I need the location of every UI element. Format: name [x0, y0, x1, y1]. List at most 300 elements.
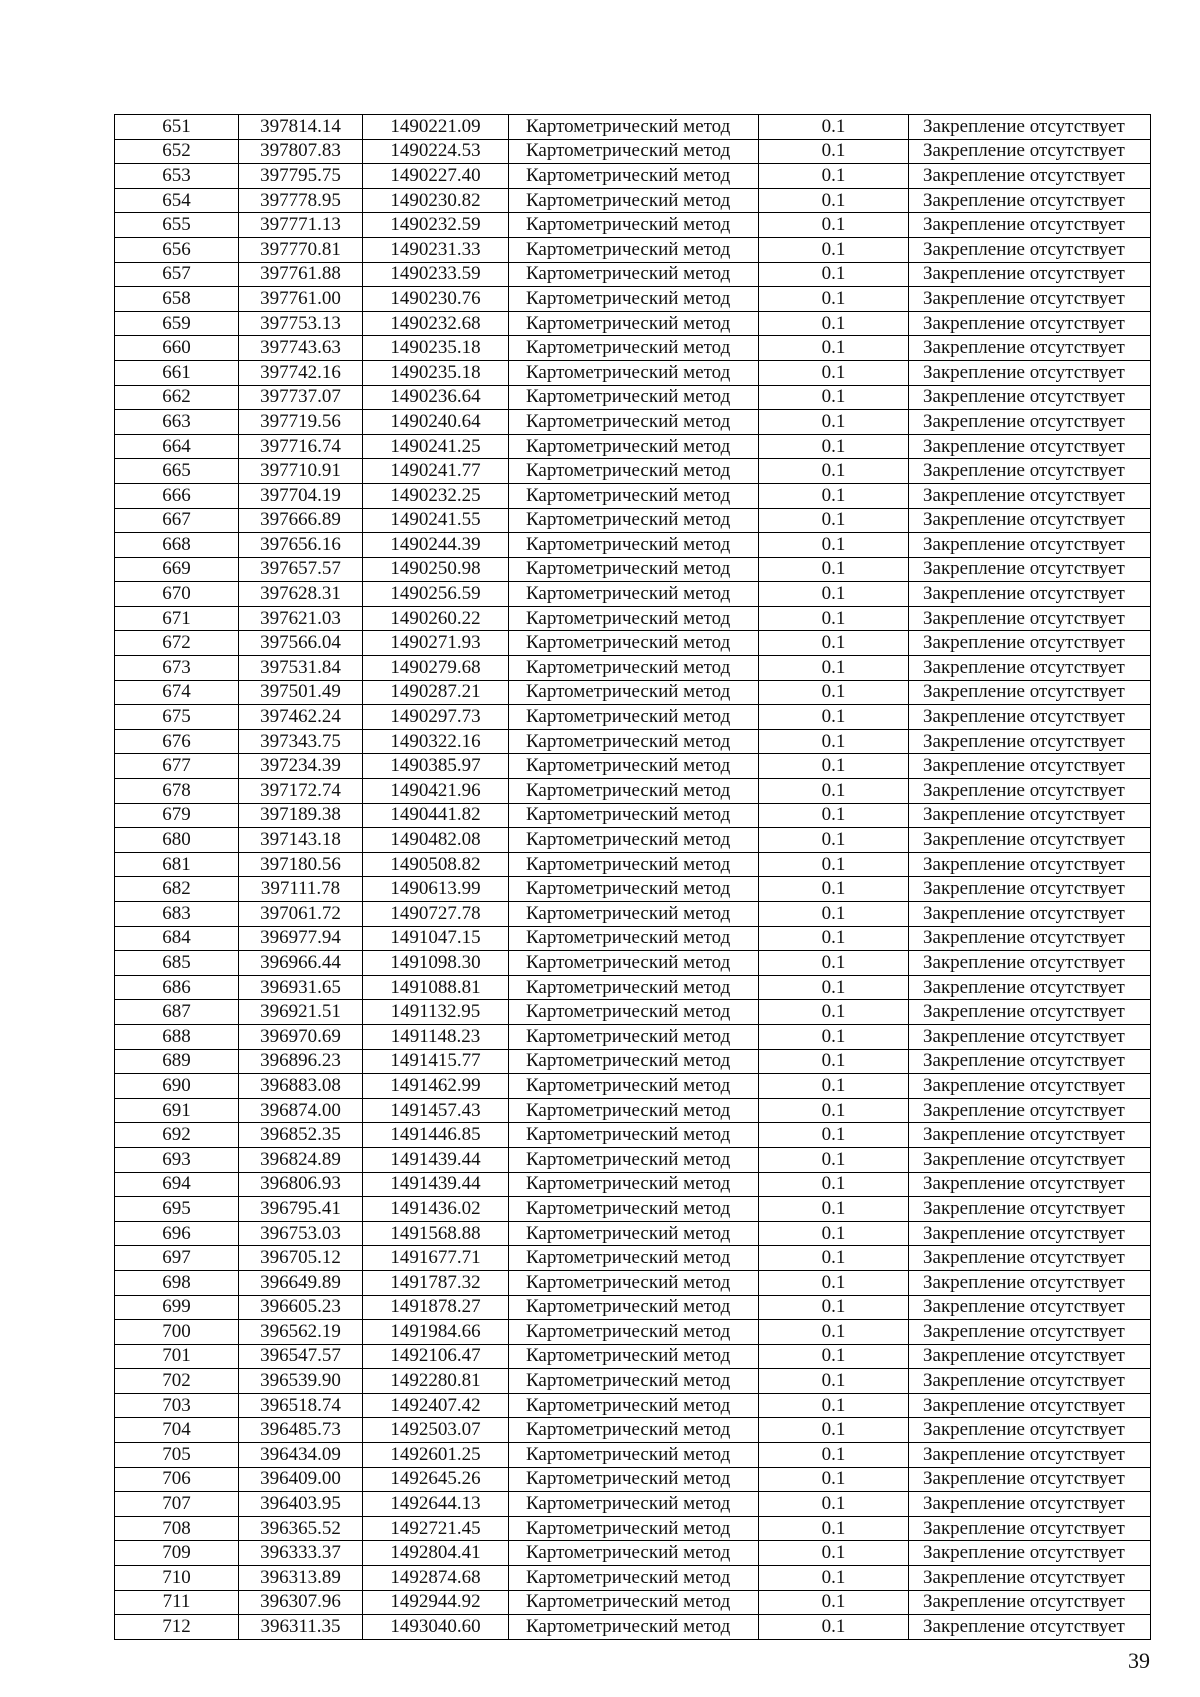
accuracy-cell: 0.1: [759, 1024, 909, 1049]
point-number-cell: 678: [115, 779, 239, 804]
y-coordinate-cell: 1490508.82: [363, 852, 509, 877]
x-coordinate-cell: 397666.89: [239, 508, 363, 533]
y-coordinate-cell: 1491462.99: [363, 1074, 509, 1099]
x-coordinate-cell: 396333.37: [239, 1541, 363, 1566]
table-row: [115, 1492, 1151, 1517]
method-cell: Картометрический метод: [509, 410, 759, 435]
fixing-description-cell: Закрепление отсутствует: [909, 656, 1151, 681]
point-number-cell: 697: [115, 1246, 239, 1271]
point-number-cell: 686: [115, 975, 239, 1000]
point-number-cell: 653: [115, 164, 239, 189]
table-row: [115, 656, 1151, 681]
fixing-description-cell: Закрепление отсутствует: [909, 1024, 1151, 1049]
y-coordinate-cell: 1492644.13: [363, 1492, 509, 1517]
table-row: [115, 1074, 1151, 1099]
point-number-cell: 689: [115, 1049, 239, 1074]
point-number-cell: 673: [115, 656, 239, 681]
x-coordinate-cell: 396605.23: [239, 1295, 363, 1320]
x-coordinate-cell: 396562.19: [239, 1320, 363, 1345]
table-row: [115, 385, 1151, 410]
y-coordinate-cell: 1490250.98: [363, 557, 509, 582]
y-coordinate-cell: 1490240.64: [363, 410, 509, 435]
accuracy-cell: 0.1: [759, 1467, 909, 1492]
point-number-cell: 682: [115, 877, 239, 902]
table-row: [115, 434, 1151, 459]
fixing-description-cell: Закрепление отсутствует: [909, 852, 1151, 877]
method-cell: Картометрический метод: [509, 1467, 759, 1492]
method-cell: Картометрический метод: [509, 287, 759, 312]
table-row: [115, 287, 1151, 312]
fixing-description-cell: Закрепление отсутствует: [909, 606, 1151, 631]
x-coordinate-cell: 397621.03: [239, 606, 363, 631]
accuracy-cell: 0.1: [759, 729, 909, 754]
point-number-cell: 680: [115, 828, 239, 853]
table-row: [115, 311, 1151, 336]
table-row: [115, 951, 1151, 976]
table-row: [115, 336, 1151, 361]
table-row: [115, 557, 1151, 582]
method-cell: Картометрический метод: [509, 1418, 759, 1443]
y-coordinate-cell: 1491436.02: [363, 1197, 509, 1222]
accuracy-cell: 0.1: [759, 164, 909, 189]
x-coordinate-cell: 397814.14: [239, 115, 363, 140]
fixing-description-cell: Закрепление отсутствует: [909, 1492, 1151, 1517]
y-coordinate-cell: 1490271.93: [363, 631, 509, 656]
y-coordinate-cell: 1491132.95: [363, 1000, 509, 1025]
table-row: [115, 1049, 1151, 1074]
y-coordinate-cell: 1490236.64: [363, 385, 509, 410]
fixing-description-cell: Закрепление отсутствует: [909, 1000, 1151, 1025]
table-row: [115, 631, 1151, 656]
fixing-description-cell: Закрепление отсутствует: [909, 1566, 1151, 1591]
accuracy-cell: 0.1: [759, 557, 909, 582]
fixing-description-cell: Закрепление отсутствует: [909, 1049, 1151, 1074]
accuracy-cell: 0.1: [759, 754, 909, 779]
point-number-cell: 683: [115, 902, 239, 927]
x-coordinate-cell: 396518.74: [239, 1393, 363, 1418]
fixing-description-cell: Закрепление отсутствует: [909, 213, 1151, 238]
point-number-cell: 708: [115, 1516, 239, 1541]
x-coordinate-cell: 397234.39: [239, 754, 363, 779]
y-coordinate-cell: 1490260.22: [363, 606, 509, 631]
x-coordinate-cell: 397716.74: [239, 434, 363, 459]
table-row: [115, 1147, 1151, 1172]
table-row: [115, 852, 1151, 877]
point-number-cell: 696: [115, 1221, 239, 1246]
x-coordinate-cell: 397628.31: [239, 582, 363, 607]
point-number-cell: 664: [115, 434, 239, 459]
table-row: [115, 237, 1151, 262]
point-number-cell: 660: [115, 336, 239, 361]
method-cell: Картометрический метод: [509, 803, 759, 828]
fixing-description-cell: Закрепление отсутствует: [909, 459, 1151, 484]
method-cell: Картометрический метод: [509, 360, 759, 385]
accuracy-cell: 0.1: [759, 360, 909, 385]
point-number-cell: 685: [115, 951, 239, 976]
accuracy-cell: 0.1: [759, 1344, 909, 1369]
table-row: [115, 1246, 1151, 1271]
accuracy-cell: 0.1: [759, 1369, 909, 1394]
y-coordinate-cell: 1490279.68: [363, 656, 509, 681]
fixing-description-cell: Закрепление отсутствует: [909, 164, 1151, 189]
x-coordinate-cell: 397566.04: [239, 631, 363, 656]
y-coordinate-cell: 1490227.40: [363, 164, 509, 189]
y-coordinate-cell: 1491568.88: [363, 1221, 509, 1246]
table-row: [115, 1024, 1151, 1049]
x-coordinate-cell: 396921.51: [239, 1000, 363, 1025]
accuracy-cell: 0.1: [759, 779, 909, 804]
point-number-cell: 667: [115, 508, 239, 533]
table-row: [115, 1172, 1151, 1197]
accuracy-cell: 0.1: [759, 459, 909, 484]
x-coordinate-cell: 397795.75: [239, 164, 363, 189]
table-row: [115, 803, 1151, 828]
y-coordinate-cell: 1492721.45: [363, 1516, 509, 1541]
y-coordinate-cell: 1492407.42: [363, 1393, 509, 1418]
accuracy-cell: 0.1: [759, 1123, 909, 1148]
table-row: [115, 188, 1151, 213]
method-cell: Картометрический метод: [509, 483, 759, 508]
x-coordinate-cell: 396485.73: [239, 1418, 363, 1443]
accuracy-cell: 0.1: [759, 582, 909, 607]
y-coordinate-cell: 1490241.55: [363, 508, 509, 533]
fixing-description-cell: Закрепление отсутствует: [909, 729, 1151, 754]
accuracy-cell: 0.1: [759, 926, 909, 951]
fixing-description-cell: Закрепление отсутствует: [909, 1344, 1151, 1369]
method-cell: Картометрический метод: [509, 188, 759, 213]
point-number-cell: 651: [115, 115, 239, 140]
point-number-cell: 700: [115, 1320, 239, 1345]
x-coordinate-cell: 396365.52: [239, 1516, 363, 1541]
y-coordinate-cell: 1490482.08: [363, 828, 509, 853]
table-row: [115, 262, 1151, 287]
accuracy-cell: 0.1: [759, 1615, 909, 1640]
point-number-cell: 677: [115, 754, 239, 779]
table-row: [115, 1418, 1151, 1443]
table-row: [115, 828, 1151, 853]
method-cell: Картометрический метод: [509, 1492, 759, 1517]
table-row: [115, 705, 1151, 730]
x-coordinate-cell: 396970.69: [239, 1024, 363, 1049]
y-coordinate-cell: 1490727.78: [363, 902, 509, 927]
accuracy-cell: 0.1: [759, 1418, 909, 1443]
table-row: [115, 1270, 1151, 1295]
x-coordinate-cell: 397462.24: [239, 705, 363, 730]
x-coordinate-cell: 397710.91: [239, 459, 363, 484]
accuracy-cell: 0.1: [759, 852, 909, 877]
fixing-description-cell: Закрепление отсутствует: [909, 1443, 1151, 1468]
y-coordinate-cell: 1491415.77: [363, 1049, 509, 1074]
point-number-cell: 711: [115, 1590, 239, 1615]
fixing-description-cell: Закрепление отсутствует: [909, 828, 1151, 853]
y-coordinate-cell: 1490241.77: [363, 459, 509, 484]
fixing-description-cell: Закрепление отсутствует: [909, 779, 1151, 804]
table-row: [115, 459, 1151, 484]
method-cell: Картометрический метод: [509, 1246, 759, 1271]
method-cell: Картометрический метод: [509, 1566, 759, 1591]
method-cell: Картометрический метод: [509, 311, 759, 336]
fixing-description-cell: Закрепление отсутствует: [909, 1541, 1151, 1566]
point-number-cell: 710: [115, 1566, 239, 1591]
y-coordinate-cell: 1490224.53: [363, 139, 509, 164]
fixing-description-cell: Закрепление отсутствует: [909, 1246, 1151, 1271]
y-coordinate-cell: 1491984.66: [363, 1320, 509, 1345]
x-coordinate-cell: 396705.12: [239, 1246, 363, 1271]
x-coordinate-cell: 397761.00: [239, 287, 363, 312]
accuracy-cell: 0.1: [759, 1393, 909, 1418]
method-cell: Картометрический метод: [509, 1541, 759, 1566]
x-coordinate-cell: 397807.83: [239, 139, 363, 164]
x-coordinate-cell: 396403.95: [239, 1492, 363, 1517]
y-coordinate-cell: 1491439.44: [363, 1172, 509, 1197]
point-number-cell: 666: [115, 483, 239, 508]
y-coordinate-cell: 1490244.39: [363, 533, 509, 558]
fixing-description-cell: Закрепление отсутствует: [909, 902, 1151, 927]
y-coordinate-cell: 1490441.82: [363, 803, 509, 828]
fixing-description-cell: Закрепление отсутствует: [909, 483, 1151, 508]
method-cell: Картометрический метод: [509, 434, 759, 459]
x-coordinate-cell: 397343.75: [239, 729, 363, 754]
fixing-description-cell: Закрепление отсутствует: [909, 975, 1151, 1000]
table-row: [115, 1615, 1151, 1640]
fixing-description-cell: Закрепление отсутствует: [909, 1590, 1151, 1615]
table-row: [115, 1443, 1151, 1468]
accuracy-cell: 0.1: [759, 483, 909, 508]
table-row: [115, 1221, 1151, 1246]
y-coordinate-cell: 1490613.99: [363, 877, 509, 902]
table-row: [115, 1467, 1151, 1492]
table-row: [115, 483, 1151, 508]
y-coordinate-cell: 1490385.97: [363, 754, 509, 779]
fixing-description-cell: Закрепление отсутствует: [909, 680, 1151, 705]
point-number-cell: 655: [115, 213, 239, 238]
point-number-cell: 672: [115, 631, 239, 656]
x-coordinate-cell: 397719.56: [239, 410, 363, 435]
point-number-cell: 671: [115, 606, 239, 631]
table-row: [115, 902, 1151, 927]
accuracy-cell: 0.1: [759, 287, 909, 312]
accuracy-cell: 0.1: [759, 1147, 909, 1172]
fixing-description-cell: Закрепление отсутствует: [909, 951, 1151, 976]
x-coordinate-cell: 396539.90: [239, 1369, 363, 1394]
method-cell: Картометрический метод: [509, 705, 759, 730]
y-coordinate-cell: 1490230.76: [363, 287, 509, 312]
point-number-cell: 693: [115, 1147, 239, 1172]
y-coordinate-cell: 1491457.43: [363, 1098, 509, 1123]
method-cell: Картометрический метод: [509, 459, 759, 484]
point-number-cell: 688: [115, 1024, 239, 1049]
fixing-description-cell: Закрепление отсутствует: [909, 1516, 1151, 1541]
accuracy-cell: 0.1: [759, 1197, 909, 1222]
fixing-description-cell: Закрепление отсутствует: [909, 1320, 1151, 1345]
table-row: [115, 115, 1151, 140]
point-number-cell: 681: [115, 852, 239, 877]
method-cell: Картометрический метод: [509, 1221, 759, 1246]
y-coordinate-cell: 1490232.68: [363, 311, 509, 336]
y-coordinate-cell: 1490322.16: [363, 729, 509, 754]
table-row: [115, 975, 1151, 1000]
table-row: [115, 1566, 1151, 1591]
method-cell: Картометрический метод: [509, 680, 759, 705]
fixing-description-cell: Закрепление отсутствует: [909, 1393, 1151, 1418]
x-coordinate-cell: 397111.78: [239, 877, 363, 902]
x-coordinate-cell: 397753.13: [239, 311, 363, 336]
x-coordinate-cell: 397061.72: [239, 902, 363, 927]
accuracy-cell: 0.1: [759, 336, 909, 361]
point-number-cell: 661: [115, 360, 239, 385]
accuracy-cell: 0.1: [759, 951, 909, 976]
fixing-description-cell: Закрепление отсутствует: [909, 754, 1151, 779]
accuracy-cell: 0.1: [759, 1320, 909, 1345]
point-number-cell: 670: [115, 582, 239, 607]
accuracy-cell: 0.1: [759, 508, 909, 533]
x-coordinate-cell: 397143.18: [239, 828, 363, 853]
y-coordinate-cell: 1490421.96: [363, 779, 509, 804]
y-coordinate-cell: 1491088.81: [363, 975, 509, 1000]
accuracy-cell: 0.1: [759, 533, 909, 558]
accuracy-cell: 0.1: [759, 385, 909, 410]
method-cell: Картометрический метод: [509, 1000, 759, 1025]
y-coordinate-cell: 1491148.23: [363, 1024, 509, 1049]
y-coordinate-cell: 1492280.81: [363, 1369, 509, 1394]
x-coordinate-cell: 396307.96: [239, 1590, 363, 1615]
fixing-description-cell: Закрепление отсутствует: [909, 434, 1151, 459]
accuracy-cell: 0.1: [759, 828, 909, 853]
method-cell: Картометрический метод: [509, 754, 759, 779]
fixing-description-cell: Закрепление отсутствует: [909, 385, 1151, 410]
point-number-cell: 707: [115, 1492, 239, 1517]
accuracy-cell: 0.1: [759, 877, 909, 902]
accuracy-cell: 0.1: [759, 606, 909, 631]
y-coordinate-cell: 1492944.92: [363, 1590, 509, 1615]
x-coordinate-cell: 397657.57: [239, 557, 363, 582]
table-row: [115, 213, 1151, 238]
point-number-cell: 705: [115, 1443, 239, 1468]
point-number-cell: 669: [115, 557, 239, 582]
table-row: [115, 1516, 1151, 1541]
accuracy-cell: 0.1: [759, 680, 909, 705]
point-number-cell: 668: [115, 533, 239, 558]
accuracy-cell: 0.1: [759, 1590, 909, 1615]
y-coordinate-cell: 1490233.59: [363, 262, 509, 287]
table-row: [115, 410, 1151, 435]
fixing-description-cell: Закрепление отсутствует: [909, 1172, 1151, 1197]
accuracy-cell: 0.1: [759, 1443, 909, 1468]
point-number-cell: 698: [115, 1270, 239, 1295]
accuracy-cell: 0.1: [759, 139, 909, 164]
fixing-description-cell: Закрепление отсутствует: [909, 115, 1151, 140]
method-cell: Картометрический метод: [509, 385, 759, 410]
fixing-description-cell: Закрепление отсутствует: [909, 1197, 1151, 1222]
x-coordinate-cell: 397531.84: [239, 656, 363, 681]
method-cell: Картометрический метод: [509, 951, 759, 976]
x-coordinate-cell: 396547.57: [239, 1344, 363, 1369]
y-coordinate-cell: 1491878.27: [363, 1295, 509, 1320]
point-number-cell: 684: [115, 926, 239, 951]
fixing-description-cell: Закрепление отсутствует: [909, 1615, 1151, 1640]
fixing-description-cell: Закрепление отсутствует: [909, 926, 1151, 951]
x-coordinate-cell: 396883.08: [239, 1074, 363, 1099]
table-row: [115, 779, 1151, 804]
x-coordinate-cell: 396896.23: [239, 1049, 363, 1074]
point-number-cell: 695: [115, 1197, 239, 1222]
y-coordinate-cell: 1490232.25: [363, 483, 509, 508]
y-coordinate-cell: 1490230.82: [363, 188, 509, 213]
x-coordinate-cell: 397778.95: [239, 188, 363, 213]
method-cell: Картометрический метод: [509, 1369, 759, 1394]
method-cell: Картометрический метод: [509, 336, 759, 361]
x-coordinate-cell: 397180.56: [239, 852, 363, 877]
accuracy-cell: 0.1: [759, 803, 909, 828]
table-row: [115, 360, 1151, 385]
accuracy-cell: 0.1: [759, 1049, 909, 1074]
y-coordinate-cell: 1490241.25: [363, 434, 509, 459]
fixing-description-cell: Закрепление отсутствует: [909, 139, 1151, 164]
point-number-cell: 687: [115, 1000, 239, 1025]
x-coordinate-cell: 396311.35: [239, 1615, 363, 1640]
y-coordinate-cell: 1490297.73: [363, 705, 509, 730]
method-cell: Картометрический метод: [509, 1074, 759, 1099]
point-number-cell: 701: [115, 1344, 239, 1369]
accuracy-cell: 0.1: [759, 1221, 909, 1246]
table-row: [115, 1098, 1151, 1123]
method-cell: Картометрический метод: [509, 1615, 759, 1640]
point-number-cell: 662: [115, 385, 239, 410]
table-row: [115, 1393, 1151, 1418]
x-coordinate-cell: 396649.89: [239, 1270, 363, 1295]
x-coordinate-cell: 396434.09: [239, 1443, 363, 1468]
accuracy-cell: 0.1: [759, 1000, 909, 1025]
method-cell: Картометрический метод: [509, 1172, 759, 1197]
fixing-description-cell: Закрепление отсутствует: [909, 1098, 1151, 1123]
point-number-cell: 654: [115, 188, 239, 213]
y-coordinate-cell: 1493040.60: [363, 1615, 509, 1640]
y-coordinate-cell: 1492601.25: [363, 1443, 509, 1468]
y-coordinate-cell: 1490256.59: [363, 582, 509, 607]
point-number-cell: 658: [115, 287, 239, 312]
method-cell: Картометрический метод: [509, 262, 759, 287]
accuracy-cell: 0.1: [759, 1098, 909, 1123]
fixing-description-cell: Закрепление отсутствует: [909, 287, 1151, 312]
fixing-description-cell: Закрепление отсутствует: [909, 582, 1151, 607]
method-cell: Картометрический метод: [509, 779, 759, 804]
coordinates-table-body: [115, 115, 1151, 1640]
x-coordinate-cell: 397704.19: [239, 483, 363, 508]
x-coordinate-cell: 396313.89: [239, 1566, 363, 1591]
point-number-cell: 675: [115, 705, 239, 730]
x-coordinate-cell: 396753.03: [239, 1221, 363, 1246]
point-number-cell: 691: [115, 1098, 239, 1123]
method-cell: Картометрический метод: [509, 139, 759, 164]
method-cell: Картометрический метод: [509, 656, 759, 681]
y-coordinate-cell: 1492503.07: [363, 1418, 509, 1443]
point-number-cell: 676: [115, 729, 239, 754]
accuracy-cell: 0.1: [759, 1270, 909, 1295]
method-cell: Картометрический метод: [509, 1024, 759, 1049]
accuracy-cell: 0.1: [759, 410, 909, 435]
accuracy-cell: 0.1: [759, 262, 909, 287]
fixing-description-cell: Закрепление отсутствует: [909, 1418, 1151, 1443]
x-coordinate-cell: 397742.16: [239, 360, 363, 385]
x-coordinate-cell: 397737.07: [239, 385, 363, 410]
fixing-description-cell: Закрепление отсутствует: [909, 410, 1151, 435]
fixing-description-cell: Закрепление отсутствует: [909, 1221, 1151, 1246]
table-row: [115, 139, 1151, 164]
fixing-description-cell: Закрепление отсутствует: [909, 188, 1151, 213]
fixing-description-cell: Закрепление отсутствует: [909, 336, 1151, 361]
method-cell: Картометрический метод: [509, 877, 759, 902]
point-number-cell: 665: [115, 459, 239, 484]
